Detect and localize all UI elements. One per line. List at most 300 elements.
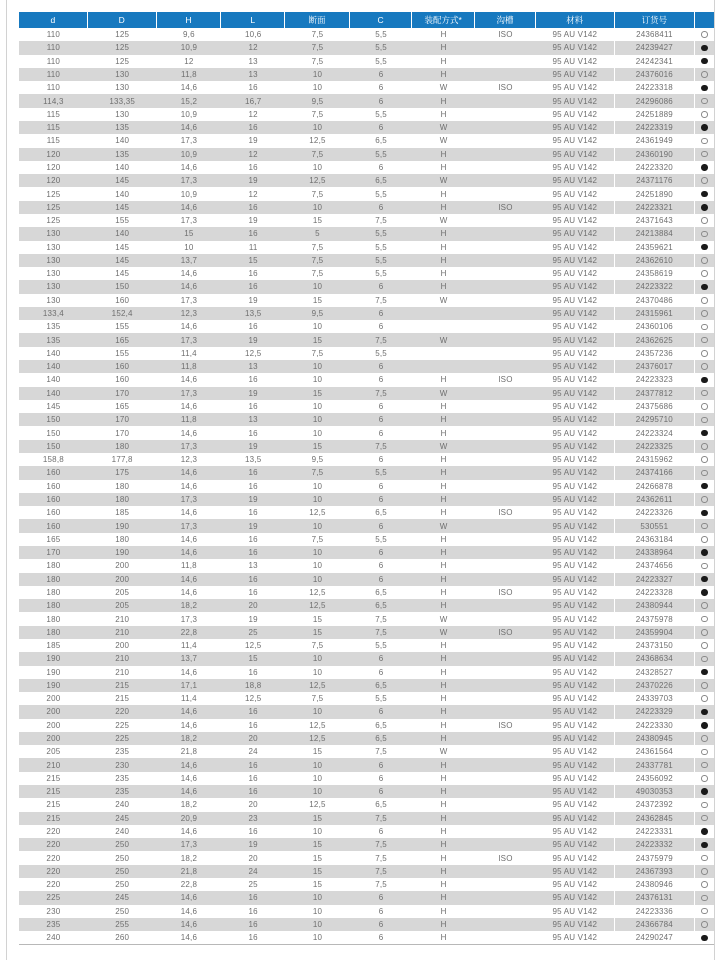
table-row (19, 466, 714, 479)
cell-L: 16 (221, 480, 285, 493)
cell-C: 6 (350, 94, 413, 107)
cell-assembly-method: H (412, 28, 475, 41)
cell-order-number: 24223328 (615, 586, 696, 599)
cell-L: 16 (221, 161, 285, 174)
cell-cross-section: 9,5 (285, 453, 350, 466)
cell-d: 180 (19, 599, 88, 612)
cell-groove (475, 320, 536, 333)
cell-L: 16 (221, 546, 285, 559)
cell-groove (475, 413, 536, 426)
availability-cell (695, 41, 714, 54)
cell-C: 7,5 (350, 612, 413, 625)
cell-H: 10,9 (157, 108, 222, 121)
cell-material: 95 AU V142 (536, 480, 615, 493)
cell-groove: ISO (475, 201, 536, 214)
cell-L: 16 (221, 320, 285, 333)
cell-groove (475, 41, 536, 54)
cell-C: 6,5 (350, 732, 413, 745)
cell-cross-section: 15 (285, 612, 350, 625)
cell-D: 165 (88, 333, 157, 346)
cell-groove (475, 187, 536, 200)
cell-groove (475, 559, 536, 572)
cell-D: 245 (88, 812, 157, 825)
filled-dot-icon (701, 244, 708, 251)
cell-material: 95 AU V142 (536, 94, 615, 107)
cell-order-number: 24223326 (615, 506, 696, 519)
cell-material: 95 AU V142 (536, 732, 615, 745)
cell-groove (475, 333, 536, 346)
cell-assembly-method (412, 360, 475, 373)
cell-cross-section: 10 (285, 81, 350, 94)
column-header-L: L (221, 12, 285, 28)
cell-H: 14,6 (157, 201, 222, 214)
cell-d: 114,3 (19, 94, 88, 107)
cell-d: 125 (19, 187, 88, 200)
open-dot-icon (701, 762, 708, 769)
cell-cross-section: 7,5 (285, 533, 350, 546)
open-dot-icon (701, 642, 708, 649)
table-row (19, 400, 714, 413)
cell-d: 140 (19, 360, 88, 373)
cell-H: 11,8 (157, 68, 222, 81)
cell-D: 200 (88, 639, 157, 652)
cell-C: 5,5 (350, 187, 413, 200)
cell-assembly-method: H (412, 719, 475, 732)
availability-cell (695, 400, 714, 413)
cell-d: 190 (19, 666, 88, 679)
cell-assembly-method: H (412, 533, 475, 546)
cell-cross-section: 10 (285, 480, 350, 493)
cell-cross-section: 10 (285, 772, 350, 785)
cell-d: 110 (19, 68, 88, 81)
cell-groove (475, 931, 536, 944)
cell-C: 7,5 (350, 214, 413, 227)
cell-assembly-method (412, 320, 475, 333)
column-header-availability (695, 12, 714, 28)
cell-cross-section: 15 (285, 838, 350, 851)
cell-cross-section: 7,5 (285, 28, 350, 41)
availability-cell (695, 666, 714, 679)
cell-L: 11 (221, 241, 285, 254)
cell-material: 95 AU V142 (536, 161, 615, 174)
cell-C: 6 (350, 426, 413, 439)
cell-order-number: 24370226 (615, 679, 696, 692)
cell-d: 210 (19, 758, 88, 771)
cell-order-number: 24376131 (615, 891, 696, 904)
cell-d: 200 (19, 719, 88, 732)
cell-C: 6 (350, 413, 413, 426)
cell-order-number: 24362611 (615, 493, 696, 506)
open-dot-icon (701, 217, 708, 224)
cell-material: 95 AU V142 (536, 28, 615, 41)
cell-material: 95 AU V142 (536, 891, 615, 904)
table-row (19, 55, 714, 68)
cell-cross-section: 10 (285, 573, 350, 586)
cell-C: 6 (350, 68, 413, 81)
cell-d: 110 (19, 28, 88, 41)
cell-assembly-method: H (412, 254, 475, 267)
cell-d: 220 (19, 838, 88, 851)
cell-order-number: 24223331 (615, 825, 696, 838)
cell-d: 135 (19, 320, 88, 333)
cell-D: 175 (88, 466, 157, 479)
cell-material: 95 AU V142 (536, 931, 615, 944)
open-dot-icon (701, 324, 708, 331)
cell-H: 17,1 (157, 679, 222, 692)
cell-order-number: 24223321 (615, 201, 696, 214)
table-row (19, 559, 714, 572)
cell-cross-section: 12,5 (285, 586, 350, 599)
cell-cross-section: 15 (285, 333, 350, 346)
cell-L: 16 (221, 267, 285, 280)
cell-C: 6 (350, 480, 413, 493)
cell-D: 145 (88, 241, 157, 254)
open-dot-icon (701, 536, 708, 543)
cell-D: 230 (88, 758, 157, 771)
cell-L: 16 (221, 373, 285, 386)
cell-material: 95 AU V142 (536, 705, 615, 718)
cell-H: 11,8 (157, 360, 222, 373)
cell-order-number: 24337781 (615, 758, 696, 771)
cell-cross-section: 10 (285, 546, 350, 559)
filled-dot-icon (701, 788, 708, 795)
table-row (19, 586, 714, 599)
cell-C: 6,5 (350, 599, 413, 612)
cell-groove (475, 68, 536, 81)
cell-D: 180 (88, 533, 157, 546)
cell-D: 155 (88, 320, 157, 333)
cell-groove (475, 254, 536, 267)
cell-D: 135 (88, 148, 157, 161)
availability-cell (695, 294, 714, 307)
cell-H: 13,7 (157, 652, 222, 665)
cell-L: 16 (221, 772, 285, 785)
cell-D: 220 (88, 705, 157, 718)
cell-D: 170 (88, 413, 157, 426)
open-dot-icon (701, 443, 708, 450)
cell-material: 95 AU V142 (536, 187, 615, 200)
cell-assembly-method: H (412, 785, 475, 798)
availability-cell (695, 785, 714, 798)
cell-groove (475, 798, 536, 811)
cell-groove (475, 347, 536, 360)
cell-d: 215 (19, 812, 88, 825)
availability-cell (695, 426, 714, 439)
cell-groove (475, 533, 536, 546)
cell-order-number: 24370486 (615, 294, 696, 307)
cell-L: 13,5 (221, 307, 285, 320)
cell-d: 220 (19, 825, 88, 838)
cell-D: 130 (88, 68, 157, 81)
table-row (19, 227, 714, 240)
cell-H: 14,6 (157, 81, 222, 94)
table-row (19, 254, 714, 267)
cell-material: 95 AU V142 (536, 360, 615, 373)
cell-D: 140 (88, 161, 157, 174)
cell-material: 95 AU V142 (536, 387, 615, 400)
cell-C: 6 (350, 307, 413, 320)
cell-groove: ISO (475, 28, 536, 41)
table-row (19, 785, 714, 798)
cell-d: 115 (19, 134, 88, 147)
cell-H: 14,6 (157, 121, 222, 134)
cell-D: 235 (88, 785, 157, 798)
cell-D: 145 (88, 267, 157, 280)
cell-H: 14,6 (157, 267, 222, 280)
table-row (19, 81, 714, 94)
filled-dot-icon (701, 669, 708, 676)
cell-D: 200 (88, 559, 157, 572)
cell-H: 20,9 (157, 812, 222, 825)
cell-groove: ISO (475, 851, 536, 864)
cell-order-number: 24213884 (615, 227, 696, 240)
cell-order-number: 24380945 (615, 732, 696, 745)
cell-D: 145 (88, 201, 157, 214)
open-dot-icon (701, 616, 708, 623)
cell-H: 14,6 (157, 785, 222, 798)
cell-groove (475, 612, 536, 625)
cell-D: 225 (88, 719, 157, 732)
table-row (19, 652, 714, 665)
cell-H: 13,7 (157, 254, 222, 267)
cell-H: 14,6 (157, 161, 222, 174)
cell-H: 11,4 (157, 692, 222, 705)
open-dot-icon (701, 775, 708, 782)
cell-groove (475, 825, 536, 838)
availability-cell (695, 772, 714, 785)
cell-D: 155 (88, 214, 157, 227)
open-dot-icon (701, 310, 708, 317)
cell-C: 7,5 (350, 294, 413, 307)
cell-d: 120 (19, 161, 88, 174)
cell-groove (475, 161, 536, 174)
table-row (19, 851, 714, 864)
filled-dot-icon (701, 576, 708, 583)
cell-L: 16 (221, 891, 285, 904)
cell-d: 130 (19, 227, 88, 240)
cell-order-number: 24366784 (615, 918, 696, 931)
cell-order-number: 24251889 (615, 108, 696, 121)
open-dot-icon (701, 523, 708, 530)
cell-H: 10,9 (157, 41, 222, 54)
cell-H: 18,2 (157, 732, 222, 745)
cell-cross-section: 10 (285, 280, 350, 293)
cell-order-number: 24368634 (615, 652, 696, 665)
cell-d: 180 (19, 612, 88, 625)
cell-cross-section: 7,5 (285, 187, 350, 200)
cell-assembly-method: H (412, 812, 475, 825)
cell-cross-section: 15 (285, 865, 350, 878)
cell-d: 150 (19, 413, 88, 426)
cell-order-number: 24339703 (615, 692, 696, 705)
filled-dot-icon (701, 828, 708, 835)
cell-material: 95 AU V142 (536, 440, 615, 453)
cell-C: 6 (350, 121, 413, 134)
cell-d: 190 (19, 679, 88, 692)
table-row (19, 267, 714, 280)
table-row (19, 905, 714, 918)
open-dot-icon (701, 403, 708, 410)
cell-cross-section: 10 (285, 426, 350, 439)
cell-groove (475, 134, 536, 147)
cell-d: 130 (19, 254, 88, 267)
cell-d: 230 (19, 905, 88, 918)
table-row (19, 719, 714, 732)
table-row (19, 426, 714, 439)
cell-L: 20 (221, 599, 285, 612)
table-row (19, 639, 714, 652)
cell-H: 12 (157, 55, 222, 68)
cell-D: 200 (88, 573, 157, 586)
cell-d: 140 (19, 387, 88, 400)
cell-order-number: 24251890 (615, 187, 696, 200)
cell-d: 215 (19, 798, 88, 811)
cell-material: 95 AU V142 (536, 719, 615, 732)
cell-H: 14,6 (157, 825, 222, 838)
cell-C: 6 (350, 772, 413, 785)
cell-order-number: 24315962 (615, 453, 696, 466)
cell-order-number: 49030353 (615, 785, 696, 798)
cell-d: 130 (19, 241, 88, 254)
cell-d: 200 (19, 732, 88, 745)
cell-d: 215 (19, 772, 88, 785)
cell-L: 25 (221, 626, 285, 639)
cell-C: 5,5 (350, 41, 413, 54)
cell-assembly-method: H (412, 400, 475, 413)
open-dot-icon (701, 350, 708, 357)
cell-d: 140 (19, 347, 88, 360)
cell-material: 95 AU V142 (536, 466, 615, 479)
cell-d: 120 (19, 174, 88, 187)
cell-cross-section: 10 (285, 121, 350, 134)
cell-order-number: 24361564 (615, 745, 696, 758)
availability-cell (695, 254, 714, 267)
cell-cross-section: 10 (285, 758, 350, 771)
open-dot-icon (701, 629, 708, 636)
table-row (19, 931, 714, 944)
cell-H: 14,6 (157, 506, 222, 519)
cell-material: 95 AU V142 (536, 400, 615, 413)
cell-C: 7,5 (350, 333, 413, 346)
cell-assembly-method: H (412, 466, 475, 479)
cell-C: 6 (350, 559, 413, 572)
cell-D: 145 (88, 174, 157, 187)
cell-L: 16 (221, 758, 285, 771)
cell-cross-section: 7,5 (285, 108, 350, 121)
cell-d: 150 (19, 440, 88, 453)
cell-C: 6 (350, 758, 413, 771)
column-header-assembly-method: 装配方式* (412, 12, 475, 28)
cell-groove (475, 294, 536, 307)
cell-H: 17,3 (157, 134, 222, 147)
cell-assembly-method: W (412, 134, 475, 147)
open-dot-icon (701, 563, 708, 570)
availability-cell (695, 387, 714, 400)
cell-H: 10 (157, 241, 222, 254)
cell-d: 145 (19, 400, 88, 413)
cell-assembly-method: H (412, 201, 475, 214)
filled-dot-icon (701, 935, 708, 942)
cell-C: 6 (350, 453, 413, 466)
cell-material: 95 AU V142 (536, 639, 615, 652)
cell-order-number: 24242341 (615, 55, 696, 68)
availability-cell (695, 280, 714, 293)
cell-d: 130 (19, 280, 88, 293)
cell-order-number: 24380946 (615, 878, 696, 891)
cell-D: 250 (88, 878, 157, 891)
cell-D: 140 (88, 134, 157, 147)
availability-cell (695, 227, 714, 240)
cell-D: 145 (88, 254, 157, 267)
cell-H: 17,3 (157, 294, 222, 307)
cell-d: 160 (19, 519, 88, 532)
cell-cross-section: 10 (285, 825, 350, 838)
cell-assembly-method: H (412, 918, 475, 931)
filled-dot-icon (701, 284, 708, 291)
availability-cell (695, 480, 714, 493)
cell-cross-section: 10 (285, 161, 350, 174)
cell-assembly-method: H (412, 546, 475, 559)
cell-material: 95 AU V142 (536, 559, 615, 572)
cell-D: 152,4 (88, 307, 157, 320)
cell-H: 9,6 (157, 28, 222, 41)
cell-groove (475, 573, 536, 586)
availability-cell (695, 201, 714, 214)
cell-material: 95 AU V142 (536, 679, 615, 692)
cell-H: 14,6 (157, 758, 222, 771)
open-dot-icon (701, 71, 708, 78)
cell-material: 95 AU V142 (536, 55, 615, 68)
table-row (19, 891, 714, 904)
cell-order-number: 24296086 (615, 94, 696, 107)
availability-cell (695, 891, 714, 904)
cell-L: 16 (221, 466, 285, 479)
cell-D: 180 (88, 493, 157, 506)
open-dot-icon (701, 908, 708, 915)
cell-assembly-method: H (412, 573, 475, 586)
cell-H: 14,6 (157, 373, 222, 386)
availability-cell (695, 506, 714, 519)
cell-d: 180 (19, 559, 88, 572)
cell-H: 14,6 (157, 546, 222, 559)
availability-cell (695, 81, 714, 94)
cell-order-number: 24377812 (615, 387, 696, 400)
cell-L: 19 (221, 440, 285, 453)
cell-L: 16 (221, 586, 285, 599)
cell-cross-section: 15 (285, 851, 350, 864)
table-row (19, 333, 714, 346)
cell-C: 5,5 (350, 241, 413, 254)
cell-L: 16 (221, 280, 285, 293)
availability-cell (695, 241, 714, 254)
cell-C: 6 (350, 81, 413, 94)
cell-material: 95 AU V142 (536, 493, 615, 506)
cell-H: 17,3 (157, 333, 222, 346)
cell-L: 15 (221, 652, 285, 665)
table-row (19, 865, 714, 878)
cell-C: 5,5 (350, 692, 413, 705)
cell-assembly-method: H (412, 506, 475, 519)
cell-cross-section: 7,5 (285, 55, 350, 68)
cell-H: 17,3 (157, 838, 222, 851)
cell-assembly-method: H (412, 878, 475, 891)
cell-L: 12,5 (221, 639, 285, 652)
table-row (19, 41, 714, 54)
table-row (19, 546, 714, 559)
cell-assembly-method: H (412, 267, 475, 280)
cell-D: 210 (88, 626, 157, 639)
cell-C: 6 (350, 320, 413, 333)
